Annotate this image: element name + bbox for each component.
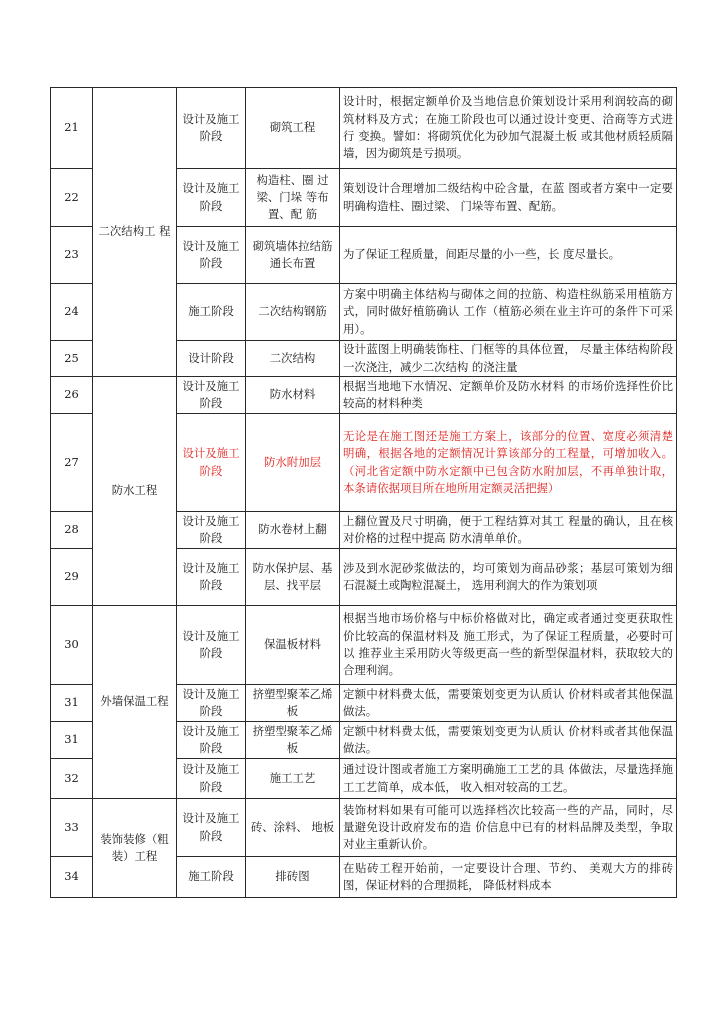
description-cell: 方案中明确主体结构与砌体之间的拉筋、构造柱纵筋采用植筋方式，同时做好植筋确认 工作（植筋必须在业主许可的条件下可采用）。 — [340, 284, 677, 341]
stage-cell: 施工阶段 — [177, 857, 246, 898]
description-cell: 根据当地地下水情况、定额单价及防水材料 的市场价选择性价比较高的材料种类 — [340, 377, 677, 414]
row-number: 23 — [51, 227, 93, 284]
item-cell: 砌筑墙体拉结筋通长布置 — [246, 227, 340, 284]
item-cell: 砖、涂料、 地板 — [246, 799, 340, 857]
row-number: 34 — [51, 857, 93, 898]
row-number: 29 — [51, 549, 93, 606]
item-cell: 防水材料 — [246, 377, 340, 414]
description-cell: 在贴砖工程开始前，一定要设计合理、节约、 美观大方的排砖图，保证材料的合理损耗， 降低材料成本 — [340, 857, 677, 898]
stage-cell: 设计及施工 阶段 — [177, 759, 246, 799]
stage-cell: 设计及施工阶段 — [177, 227, 246, 284]
row-number: 24 — [51, 284, 93, 341]
category-cell: 防水工程 — [93, 377, 177, 606]
item-cell: 排砖图 — [246, 857, 340, 898]
item-cell: 施工工艺 — [246, 759, 340, 799]
stage-cell: 施工阶段 — [177, 284, 246, 341]
row-number: 30 — [51, 606, 93, 685]
description-cell: 通过设计图或者施工方案明确施工工艺的具 体做法，尽量选择施工工艺简单，成本低， 收入相对较高的工艺。 — [340, 759, 677, 799]
description-cell: 策划设计合理增加二级结构中砼含量，在蓝 图或者方案中一定要明确构造柱、圈过梁、 门垛等布置、配筋。 — [340, 169, 677, 227]
row-number: 21 — [51, 88, 93, 169]
category-cell: 装饰装修（粗装）工程 — [93, 799, 177, 898]
item-cell: 二次结构钢筋 — [246, 284, 340, 341]
stage-cell: 设计及施工 阶段 — [177, 88, 246, 169]
item-cell: 构造柱、圈 过梁、门垛 等布置、配 筋 — [246, 169, 340, 227]
row-number: 31 — [51, 722, 93, 759]
stage-cell: 设计及施工 阶段 — [177, 512, 246, 549]
row-number: 28 — [51, 512, 93, 549]
row-number: 32 — [51, 759, 93, 799]
item-cell: 挤塑型聚苯乙烯板 — [246, 685, 340, 722]
row-number: 26 — [51, 377, 93, 414]
category-cell: 外墙保温工程 — [93, 606, 177, 799]
item-cell: 防水附加层 — [246, 414, 340, 512]
description-cell: 涉及到水泥砂浆做法的，均可策划为商品砂浆；基层可策划为细石混凝土或陶粒混凝土， 选用利润大的作为策划项 — [340, 549, 677, 606]
cost-planning-table — [50, 87, 677, 898]
description-cell: 设计蓝图上明确装饰柱、门框等的具体位置， 尽量主体结构阶段一次浇注，减少二次结构 的浇注量 — [340, 341, 677, 377]
table-row — [51, 88, 677, 169]
description-cell: 定额中材料费太低，需要策划变更为认质认 价材料或者其他保温做法。 — [340, 722, 677, 759]
item-cell: 挤塑型聚苯乙烯板 — [246, 722, 340, 759]
item-cell: 防水卷材上翻 — [246, 512, 340, 549]
description-cell: 上翻位置及尺寸明确，便于工程结算对其工 程量的确认，且在核对价格的过程中提高 防水清单单价。 — [340, 512, 677, 549]
item-cell: 防水保护层、基层、找平层 — [246, 549, 340, 606]
row-number: 33 — [51, 799, 93, 857]
stage-cell: 设计及施工 阶段 — [177, 606, 246, 685]
description-cell: 装饰材料如果有可能可以选择档次比较高一些的产品，同时，尽量避免设计政府发布的造 价信息中已有的材料品牌及类型，争取对业主重新认价。 — [340, 799, 677, 857]
item-cell: 保温板材料 — [246, 606, 340, 685]
item-cell: 砌筑工程 — [246, 88, 340, 169]
item-cell: 二次结构 — [246, 341, 340, 377]
category-cell: 二次结构工 程 — [93, 88, 177, 377]
stage-cell: 设计阶段 — [177, 341, 246, 377]
description-cell: 定额中材料费太低，需要策划变更为认质认 价材料或者其他保温做法。 — [340, 685, 677, 722]
row-number: 31 — [51, 685, 93, 722]
row-number: 25 — [51, 341, 93, 377]
stage-cell: 设计及施工阶段 — [177, 549, 246, 606]
stage-cell: 设计及施工 阶段 — [177, 799, 246, 857]
row-number: 27 — [51, 414, 93, 512]
table-row — [51, 377, 677, 414]
stage-cell: 设计及施工 阶段 — [177, 169, 246, 227]
stage-cell: 设计及施工 阶段 — [177, 685, 246, 722]
table-row — [51, 606, 677, 685]
description-cell: 设计时，根据定额单价及当地信息价策划设计采用利润较高的砌筑材料及方式；在施工阶段也可以通过设计变更、洽商等方式进行 变换。譬如：将砌筑优化为砂加气混凝土板 或其他材质轻质隔墙，因为砌筑是亏损项。 — [340, 88, 677, 169]
stage-cell: 设计及施工 阶段 — [177, 377, 246, 414]
stage-cell: 设计及施工 阶段 — [177, 414, 246, 512]
stage-cell: 设计及施工 阶段 — [177, 722, 246, 759]
row-number: 22 — [51, 169, 93, 227]
description-cell: 为了保证工程质量，间距尽量的小一些，长 度尽量长。 — [340, 227, 677, 284]
description-cell: 根据当地市场价格与中标价格做对比，确定或者通过变更获取性价比较高的保温材料及 施工形式，为了保证工程质量，必要时可以 推荐业主采用防火等级更高一些的新型保温材料，获取较大的合理利润。 — [340, 606, 677, 685]
description-cell: 无论是在施工图还是施工方案上，该部分的位置、宽度必须清楚明确，根据各地的定额情况计算该部分的工程量，可增加收入。（河北省定额中防水定额中已包含防水附加层，不再单独计取，本条请依据项目所在地所用定额灵活把握） — [340, 414, 677, 512]
table-row — [51, 799, 677, 857]
